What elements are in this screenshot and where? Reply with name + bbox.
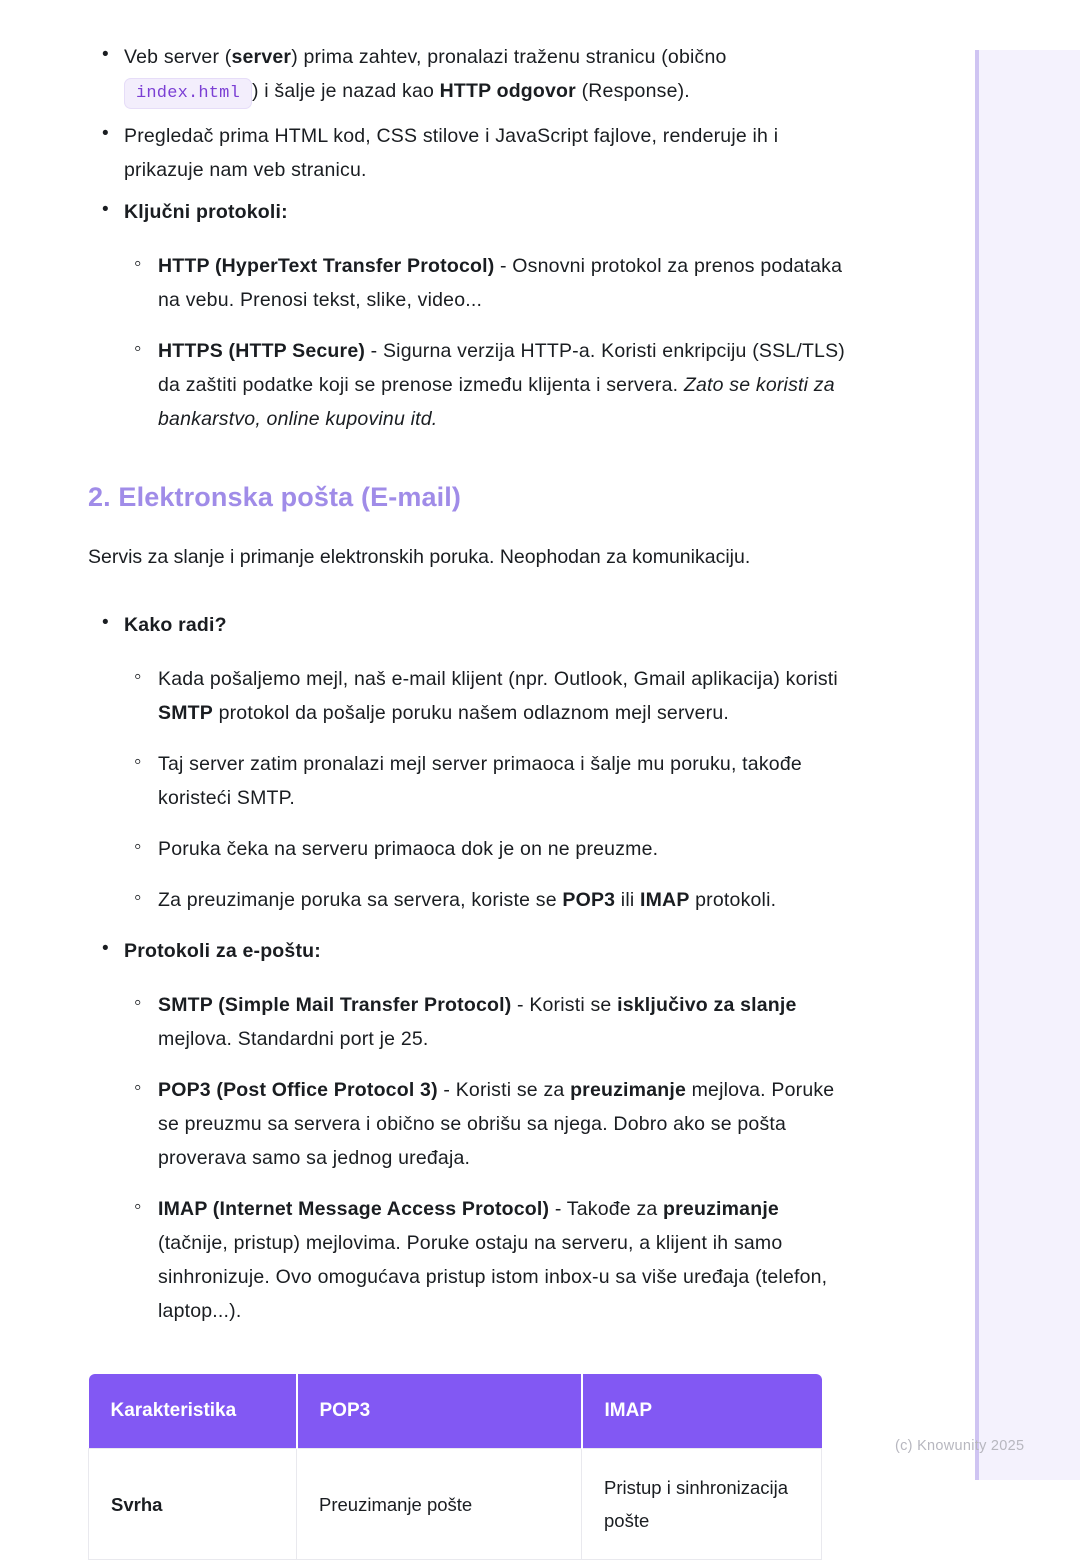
email-lead-paragraph: Servis za slanje i primanje elektronskih poruka. Neophodan za komunikaciju. [88,546,751,568]
top-level-list [88,40,850,187]
table-header-row [89,1374,822,1449]
bold-smtp-title: SMTP (Simple Mail Transfer Protocol) [158,994,512,1016]
protocols-sublist [124,249,850,436]
key-protocols-heading: Ključni protokoli: [124,201,288,223]
mail-protocols-heading: Protokoli za e-poštu: [124,940,321,962]
italic-note: Zato se koristi za bankarstvo, online kupovinu itd. [158,374,835,430]
text-fragment: - Sigurna verzija HTTP-a. Koristi enkripciju (SSL/TLS) da zaštiti podatke koji se prenose između klijenta i servera. [158,340,845,396]
bold-imap: IMAP [640,889,690,911]
bold-imap-title: IMAP (Internet Message Access Protocol) [158,1198,550,1220]
table-head [89,1374,822,1449]
text-fragment: ) i šalje je nazad kao [251,80,440,102]
step-3: Poruka čeka na serveru primaoca dok je on ne preuzme. [158,838,659,860]
list-item [124,662,850,730]
table-cell-imap: Pristup i sinhronizacija pošte [582,1449,822,1560]
bold-server: server [231,46,292,68]
table-cell-feature: Svrha [89,1449,297,1560]
imap-entry [158,1198,827,1322]
text-fragment: protokol da pošalje poruku našem odlaznom mejl serveru. [212,702,729,724]
bold-emphasis: isključivo za slanje [617,994,797,1016]
table-body [89,1449,822,1560]
list-item [124,988,850,1056]
key-protocols-list [88,195,850,436]
text-fragment: (Response). [575,80,690,102]
text-fragment: ) prima zahtev, pronalazi traženu stranicu (obično [291,46,727,68]
step-4 [158,889,776,911]
list-item [88,608,850,917]
text-fragment: ili [615,889,640,911]
browser-paragraph: Pregledač prima HTML kod, CSS stilove i JavaScript fajlove, renderuje ih i prikazuje nam veb stranicu. [124,125,779,181]
list-item [88,40,850,111]
copyright-watermark: (c) Knowunity 2025 [895,1438,1025,1454]
bold-smtp: SMTP [158,702,213,724]
text-fragment: Kada pošaljemo mejl, naš e-mail klijent (npr. Outlook, Gmail aplikacija) koristi [158,668,838,690]
list-item [88,934,850,1328]
table-header-cell-pop3: POP3 [297,1374,582,1449]
how-it-works-heading: Kako radi? [124,614,227,636]
http-entry [158,255,842,311]
table-header-cell-imap: IMAP [582,1374,822,1449]
list-item [124,1073,850,1175]
text-fragment: mejlova. Standardni port je 25. [158,1028,429,1050]
https-entry [158,340,845,430]
bold-pop3-title: POP3 (Post Office Protocol 3) [158,1079,438,1101]
text-fragment: - Koristi se [511,994,618,1016]
code-badge-index-html: index.html [124,78,252,109]
text-fragment: Veb server ( [124,46,232,68]
pop3-entry [158,1079,834,1169]
right-decorative-panel [975,50,1080,1480]
web-server-paragraph [124,46,727,102]
table-cell-pop3: Preuzimanje pošte [297,1449,582,1560]
list-item [88,119,850,187]
page-title: 2. Elektronska pošta (E-mail) [88,482,462,512]
list-item [124,249,850,317]
how-it-works-sublist [124,662,850,917]
text-fragment: - Koristi se za [437,1079,571,1101]
bold-emphasis: preuzimanje [663,1198,779,1220]
text-fragment: mejlova. Poruke se preuzmu sa servera i obično se obrišu sa njega. Dobro ako se pošta proverava samo sa jednog uređaja. [158,1079,835,1169]
list-item [124,883,850,917]
mail-protocols-list [88,934,850,1328]
bold-pop3: POP3 [562,889,616,911]
table-header-cell-karakteristika: Karakteristika [89,1374,297,1449]
list-item [124,832,850,866]
table-row [89,1449,822,1560]
list-item [124,1192,850,1328]
list-item [124,334,850,436]
bold-http: HTTP (HyperText Transfer Protocol) [158,255,495,277]
mail-protocols-sublist [124,988,850,1328]
text-fragment: protokoli. [689,889,777,911]
text-fragment: (tačnije, pristup) mejlovima. Poruke ostaju na serveru, a klijent ih samo sinhronizuje. Ovo omogućava pristup istom inbox-u sa više uređaja (telefon, laptop...). [158,1232,828,1322]
bold-emphasis: preuzimanje [570,1079,686,1101]
how-it-works-list [88,608,850,917]
text-fragment: - Takođe za [549,1198,664,1220]
step-1 [158,668,838,724]
right-panel-edge [975,50,979,1480]
text-fragment: - Osnovni protokol za prenos podataka na vebu. Prenosi tekst, slike, video... [158,255,843,311]
list-item [124,747,850,815]
bold-https: HTTPS (HTTP Secure) [158,340,366,362]
pop3-imap-comparison-table [88,1374,822,1560]
list-item [88,195,850,436]
text-fragment: Za preuzimanje poruka sa servera, koriste se [158,889,563,911]
step-2: Taj server zatim pronalazi mejl server primaoca i šalje mu poruku, takođe koristeći SMTP. [158,753,802,809]
bold-http-odgovor: HTTP odgovor [439,80,576,102]
smtp-entry [158,994,797,1050]
